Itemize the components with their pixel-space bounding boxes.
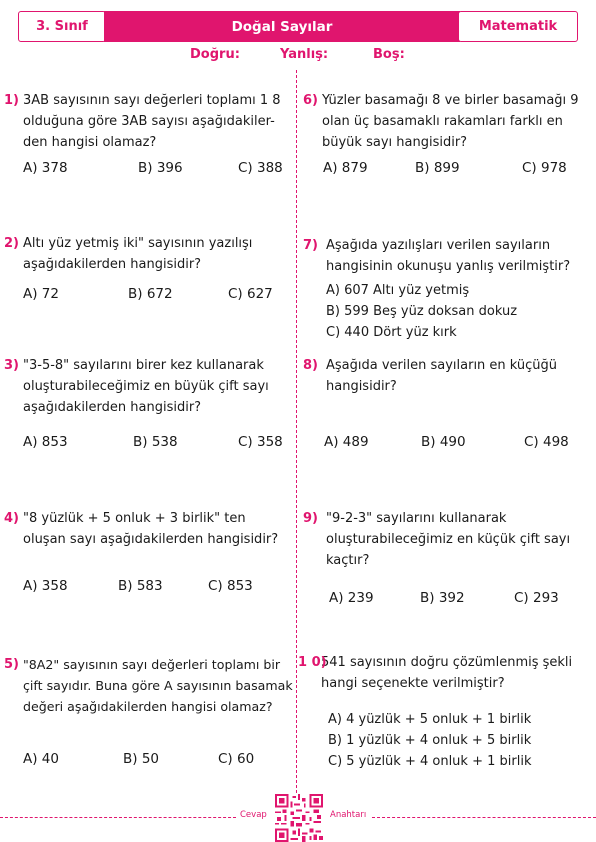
question-text: "9-2-3" sayılarını kullanarak oluşturabileceğimiz en küçük çift sayı kaçtır? <box>326 511 571 568</box>
footer-label-right: Anahtarı <box>330 810 367 820</box>
blank-label: Boş: <box>373 47 405 62</box>
question-text: Yüzler basamağı 8 ve birler basamağı 9 olan üç basamaklı rakamları farklı en büyük sayı hangisidir? <box>322 93 579 150</box>
question-7 <box>303 235 593 277</box>
question-text: Altı yüz yetmiş iki" sayısının yazılışı aşağıdakilerden hangisidir? <box>23 236 253 272</box>
option-c[interactable]: C) 853 <box>208 578 253 594</box>
question-number: 4) <box>4 511 19 526</box>
question-8 <box>303 355 593 397</box>
option-a[interactable]: A) 72 <box>23 286 59 302</box>
option-a[interactable]: A) 489 <box>324 434 369 450</box>
footer-line-right <box>372 817 596 818</box>
question-number: 9) <box>303 511 318 526</box>
option-c[interactable]: C) 293 <box>514 590 559 606</box>
option-b[interactable]: B) 50 <box>123 751 159 767</box>
question-number: 7) <box>303 238 318 253</box>
question-1 <box>4 90 292 153</box>
question-number: 3) <box>4 358 19 373</box>
subject-box <box>458 11 578 42</box>
question-text: "8 yüzlük + 5 onluk + 3 birlik" ten oluşan sayı aşağıdakilerden hangisidir? <box>23 511 279 547</box>
option-c[interactable]: C) 60 <box>218 751 255 767</box>
option-b[interactable]: B) 899 <box>415 160 460 176</box>
question-6 <box>303 90 593 153</box>
question-3 <box>4 355 292 418</box>
option-b[interactable]: B) 490 <box>421 434 466 450</box>
option-c[interactable]: C) 358 <box>238 434 283 450</box>
question-number: 2) <box>4 236 19 251</box>
footer-line-left <box>0 817 236 818</box>
option-a[interactable]: A) 40 <box>23 751 59 767</box>
option-b[interactable]: B) 672 <box>128 286 173 302</box>
option-a[interactable]: A) 879 <box>323 160 368 176</box>
question-number: 5) <box>4 657 19 672</box>
question-number: 1) <box>4 93 19 108</box>
option-b[interactable]: B) 392 <box>420 590 465 606</box>
question-text: Aşağıda yazılışları verilen sayıların hangisinin okunuşu yanlış verilmiştir? <box>326 238 571 274</box>
question-text: Aşağıda verilen sayıların en küçüğü hangisidir? <box>326 358 558 394</box>
option-b[interactable]: B) 538 <box>133 434 178 450</box>
option-c[interactable]: C) 5 yüzlük + 4 onluk + 1 birlik <box>328 754 532 769</box>
option-a[interactable]: A) 378 <box>23 160 68 176</box>
title-band <box>104 11 460 42</box>
option-c[interactable]: C) 498 <box>524 434 569 450</box>
correct-label: Doğru: <box>190 47 240 62</box>
question-5 <box>4 654 296 717</box>
grade-label: 3. Sınıf <box>36 19 88 34</box>
question-7-options <box>326 280 517 343</box>
option-a[interactable]: A) 358 <box>23 578 68 594</box>
question-number: 6) <box>303 93 318 108</box>
option-c[interactable]: C) 627 <box>228 286 273 302</box>
option-b[interactable]: B) 1 yüzlük + 4 onluk + 5 birlik <box>328 733 532 748</box>
option-b[interactable]: B) 599 Beş yüz doksan dokuz <box>326 304 518 319</box>
option-b[interactable]: B) 583 <box>118 578 163 594</box>
question-text: 3AB sayısının sayı değerleri toplamı 1 8 olduğuna göre 3AB sayısı aşağıdakiler- den hangisi olamaz? <box>23 93 281 150</box>
wrong-label: Yanlış: <box>280 47 329 62</box>
option-c[interactable]: C) 440 Dört yüz kırk <box>326 325 457 340</box>
question-2 <box>4 233 292 275</box>
qr-code-icon[interactable] <box>275 794 323 842</box>
question-text: "3-5-8" sayılarını birer kez kullanarak oluşturabileceğimiz en büyük çift sayı aşağıdakilerden hangisidir? <box>23 358 269 415</box>
question-10-options <box>328 709 531 772</box>
question-text: "8A2" sayısının sayı değerleri toplamı bir çift sayıdır. Buna göre A sayısının basamak değeri aşağıdakilerden hangisi olamaz? <box>23 657 293 714</box>
option-a[interactable]: A) 4 yüzlük + 5 onluk + 1 birlik <box>328 712 532 727</box>
question-9 <box>303 508 593 571</box>
option-a[interactable]: A) 853 <box>23 434 68 450</box>
option-a[interactable]: A) 607 Altı yüz yetmiş <box>326 283 470 298</box>
option-c[interactable]: C) 978 <box>522 160 567 176</box>
page-title: Doğal Sayılar <box>231 18 333 35</box>
footer-label-left: Cevap <box>240 810 267 820</box>
column-divider <box>296 70 297 813</box>
question-number: 8) <box>303 358 318 373</box>
grade-box <box>18 11 106 42</box>
option-a[interactable]: A) 239 <box>329 590 374 606</box>
option-c[interactable]: C) 388 <box>238 160 283 176</box>
question-4 <box>4 508 292 550</box>
question-text: 541 sayısının doğru çözümlenmiş şekli hangi seçenekte verilmiştir? <box>321 655 573 691</box>
question-10 <box>298 652 593 694</box>
question-number: 1 0) <box>298 655 327 670</box>
subject-label: Matematik <box>478 19 558 34</box>
option-b[interactable]: B) 396 <box>138 160 183 176</box>
